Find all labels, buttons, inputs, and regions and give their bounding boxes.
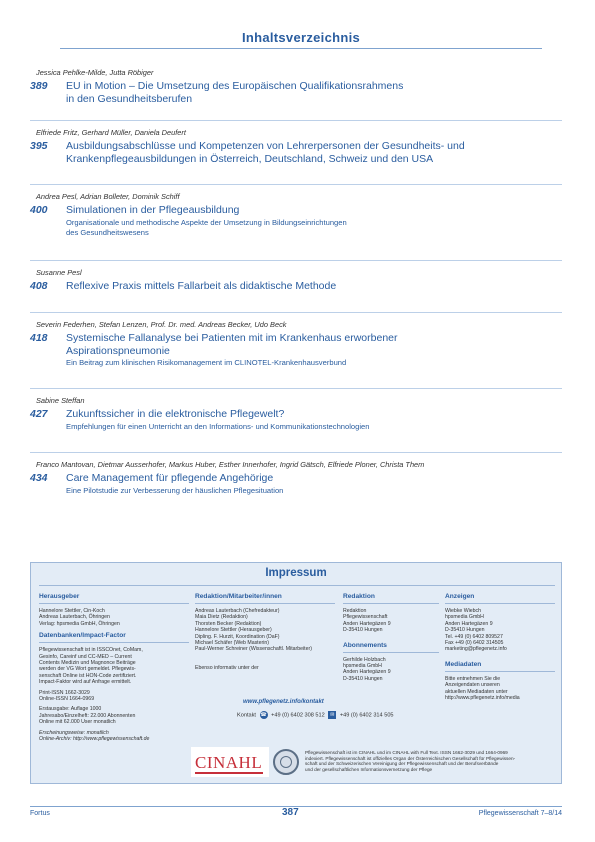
contact-label: Kontakt <box>237 712 256 719</box>
text-line: Bitte entnehmen Sie die <box>445 675 501 682</box>
text-line: Dipling. F. Hurzit, Koordination (DaF) <box>195 633 280 640</box>
toc-separator <box>30 184 562 185</box>
toc-title-line: Zukunftssicher in die elektronische Pflegewelt? <box>66 408 285 420</box>
text-line: Gerhilde Holzbach <box>343 656 386 663</box>
text-line: D-35410 Hungen <box>343 627 383 634</box>
text-line: hpsmedia GmbH <box>445 614 484 621</box>
impressum-col-redaktion <box>343 593 439 682</box>
impressum-title: Impressum <box>265 567 327 579</box>
section-divider <box>343 652 439 653</box>
toc-title-line: EU in Motion – Die Umsetzung des Europäischen Qualifikationsrahmens <box>66 80 404 92</box>
text-line: Online-ISSN 1664-0969 <box>39 696 95 703</box>
impressum-fine-print <box>305 750 559 772</box>
heading-mediadaten: Mediadaten <box>445 660 482 668</box>
heading-herausgeber: Herausgeber <box>39 593 80 600</box>
text-line: Gesinfo, Careinf und CC-MED – Current <box>39 653 132 660</box>
toc-title-line: Krankenpflegeausbildungen in Österreich, Deutschland, Schweiz und den USA <box>66 152 434 165</box>
contact-fax: +49 (0) 6402 314 505 <box>339 712 394 719</box>
text-line: Erscheinungsweise: monatlich <box>39 729 109 736</box>
toc-separator <box>30 388 562 389</box>
impressum-col-publisher <box>39 593 189 743</box>
contact-link[interactable]: www.pflegenetz.info/kontakt <box>243 699 324 705</box>
toc-page-number: 408 <box>30 280 48 292</box>
toc-title-line: in den Gesundheitsberufen <box>66 92 193 105</box>
page-number: 387 <box>282 807 299 818</box>
contact-phone-row <box>237 711 394 719</box>
cinahl-logo-text: CINAHL <box>195 753 263 772</box>
text-line: Hannelore Stettler (Herausgeber) <box>195 627 272 634</box>
herausgeber-lines <box>39 608 189 627</box>
toc-title-line: Simulationen in der Pflegeausbildung <box>66 204 240 216</box>
section-divider <box>445 671 555 672</box>
cinahl-logo <box>191 747 269 777</box>
redaktion-lines <box>343 608 439 634</box>
toc-page-number: 427 <box>30 408 48 420</box>
heading-abonnements: Abonnements <box>343 641 387 649</box>
toc-subtitle-line: des Gesundheitswesens <box>66 227 149 237</box>
text-line: Paul-Werner Schreiner (Wissenschaftl. Mitarbeiter) <box>195 646 312 653</box>
section-divider <box>39 603 189 604</box>
redaktion-mitarbeiter-lines <box>195 608 335 671</box>
toc-page-number: 418 <box>30 332 48 344</box>
text-line: Verlag: hpsmedia GmbH, Öhringen <box>39 620 120 627</box>
toc-authors: Franco Mantovan, Dietmar Ausserhofer, Markus Huber, Esther Innerhofer, Ingrid Gätsch, Elfriede Ploner, Christa Them <box>36 460 425 469</box>
section-divider <box>39 642 189 643</box>
hon-seal-icon <box>273 749 299 775</box>
text-line: Tel. +49 (0) 6402 809527 <box>445 633 503 640</box>
toc-separator <box>30 452 562 453</box>
toc-page-number: 389 <box>30 80 48 92</box>
logo-underline <box>195 772 263 774</box>
impressum-col-editorial <box>195 593 335 671</box>
text-line: Michael Schäfer (Web Masterin) <box>195 640 269 647</box>
toc-title-line: Systemische Fallanalyse bei Patienten mit im Krankenhaus erworbener <box>66 332 398 344</box>
text-line: werden der VG Wort gemeldet. Pflegewis- <box>39 666 136 673</box>
text-line: Anden Hartegäzen 9 <box>343 669 391 676</box>
text-line: D-35410 Hungen <box>343 675 383 682</box>
toc-title-line: Aspirationspneumonie <box>66 344 170 357</box>
text-line: Maia Dietz (Redaktion) <box>195 614 248 621</box>
text-line: Wiebke Wiebch <box>445 608 482 614</box>
text-line: hpsmedia GmbH <box>343 663 382 670</box>
contact-phone: +49 (0) 6402 308 512 <box>271 712 325 719</box>
text-line: Anden Hartegäzen 9 <box>343 620 391 627</box>
text-line: Anzeigendaten unseren <box>445 682 500 689</box>
text-line: schaft und der Schweizerischen Vereinigung der Pflegewissenschaft und der Berufsverbände <box>305 761 499 767</box>
toc-page-number: 434 <box>30 472 48 484</box>
text-line: Fax +49 (0) 6402 314505 <box>445 640 504 647</box>
impressum-col-anzeigen <box>445 593 555 701</box>
toc-separator <box>30 312 562 313</box>
toc-subtitle-line: Eine Pilotstudie zur Verbesserung der häuslichen Pflegesituation <box>66 485 284 495</box>
heading-redaktion: Redaktion <box>343 593 375 600</box>
text-line: Pflegewissenschaft <box>343 614 388 621</box>
impressum-box <box>30 562 562 784</box>
heading-redaktion-mitarbeiter: Redaktion/Mitarbeiter/innen <box>195 593 282 600</box>
section-divider <box>445 603 555 604</box>
toc-subtitle-line: Empfehlungen für einen Unterricht an den Informations- und Kommunikationstechnologien <box>66 421 370 431</box>
section-divider <box>195 603 335 604</box>
text-line: aktuellen Mediadaten unter <box>445 688 508 695</box>
toc-title-line: Reflexive Praxis mittels Fallarbeit als didaktische Methode <box>66 280 337 292</box>
datenbanken-lines <box>39 647 189 742</box>
fax-icon: ✉ <box>330 712 335 718</box>
text-line: senschaft Online ist HON-Code zertifiziert. <box>39 672 137 679</box>
toc-title-line: Ausbildungsabschlüsse und Kompetenzen von Lehrerpersonen der Gesundheits- und <box>66 140 465 152</box>
phone-icon: ☎ <box>260 712 267 718</box>
text-line: Impact-Faktor wird auf Anfrage ermittelt. <box>39 679 132 686</box>
toc-authors: Andrea Pesl, Adrian Bolleter, Dominik Schiff <box>36 192 180 201</box>
text-line: Andreas Lauterbach (Chefredakteur) <box>195 608 280 614</box>
text-line: Ebenso informativ unter der <box>195 664 259 671</box>
footer-section: Fortus <box>30 810 50 817</box>
toc-page-number: 395 <box>30 140 48 152</box>
text-line: D-35410 Hungen <box>445 627 485 634</box>
text-line: Anden Hartegäzen 9 <box>445 620 493 627</box>
abonnements-lines <box>343 657 439 683</box>
toc-subtitle-line: Ein Beitrag zum klinischen Risikomanagement im CLINOTEL-Krankenhausverbund <box>66 358 347 367</box>
text-line: marketing@pflegenetz.info <box>445 646 507 653</box>
toc-authors: Susanne Pesl <box>36 268 82 277</box>
text-line: Pflegewissenschaft ist in ISSCOnet, CoMam, <box>39 647 143 654</box>
page-title: Inhaltsverzeichnis <box>241 30 361 45</box>
toc-authors: Jessica Pehlke-Milde, Jutta Röbiger <box>36 68 154 77</box>
text-line: Hannelore Stettler, Cin-Koch <box>39 608 105 614</box>
anzeigen-lines <box>445 608 555 653</box>
toc-separator <box>30 120 562 121</box>
text-line: indexiert. Pflegewissenschaft ist offizielles Organ der Österreichischen Gesellschaft für Pflegewissen- <box>305 755 516 761</box>
text-line: Thorsten Becker (Redaktion) <box>195 620 262 627</box>
text-line: Online-Archiv: http://www.pflegewissenschaft.de <box>39 736 150 743</box>
text-line: und der gesellschaftlichen Informationsvernetzung der Pflege <box>305 766 433 772</box>
text-line: Erstausgabe: Auflage 1000 <box>39 706 102 713</box>
toc-authors: Sabine Steffan <box>36 396 85 405</box>
journal-issue: Pflegewissenschaft 7–8/14 <box>478 810 562 817</box>
title-divider <box>60 48 542 49</box>
toc-subtitle-line: Organisationale und methodische Aspekte der Umsetzung in Bildungseinrichtungen <box>66 217 347 227</box>
section-divider <box>343 603 439 604</box>
toc-separator <box>30 260 562 261</box>
text-line: Andreas Lauterbach, Öhringen <box>39 614 110 621</box>
impressum-divider <box>39 585 555 586</box>
heading-anzeigen: Anzeigen <box>445 593 475 600</box>
text-line: Contents Medizin und Magnonce Beiträge <box>39 660 136 667</box>
text-line: Redaktion <box>343 608 367 614</box>
text-line: Online mit 62.000 User monatlich <box>39 719 116 726</box>
text-line: http://www.pflegenetz.info/media <box>445 695 520 702</box>
toc-page-number: 400 <box>30 204 48 216</box>
text-line: Jahresabo/Einzelheft: 22.000 Abonnenten <box>39 712 136 719</box>
toc-authors: Elfriede Fritz, Gerhard Müller, Daniela Deufert <box>36 128 186 137</box>
heading-datenbanken: Datenbanken/Impact-Factor <box>39 632 126 640</box>
text-line: Pflegewissenschaft ist im CINAHL und im CINAHL with Full Text. ISSN 1662-3029 und 1664-0969 <box>305 750 508 755</box>
mediadaten-lines <box>445 676 555 702</box>
toc-authors: Severin Federhen, Stefan Lenzen, Prof. Dr. med. Andreas Becker, Udo Beck <box>36 320 287 329</box>
toc-title-line: Care Management für pflegende Angehörige <box>66 472 274 484</box>
text-line: Print-ISSN 1662-3029 <box>39 689 90 696</box>
